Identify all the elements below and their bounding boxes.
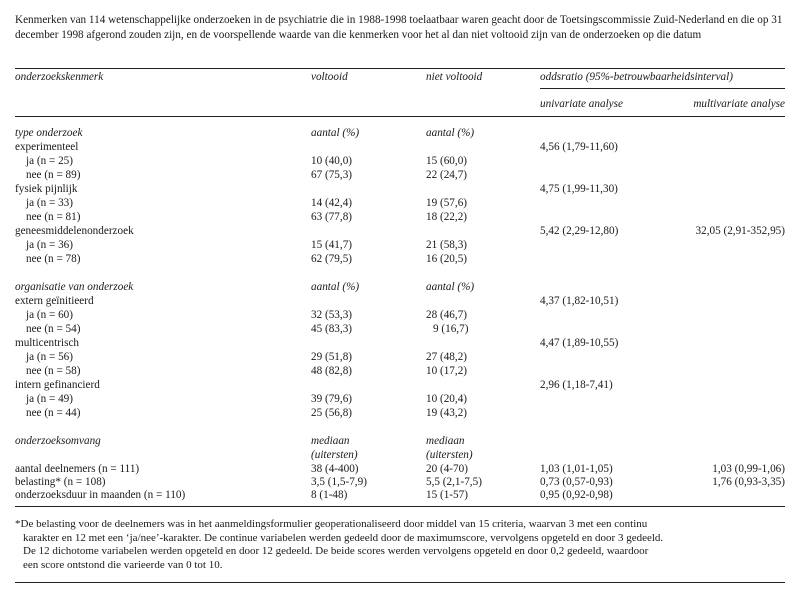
- cell-belasting-niet-voltooid: 5,5 (2,1-7,5): [426, 476, 482, 488]
- cell-geneesmiddel-nee-niet-voltooid: 16 (20,5): [426, 253, 468, 265]
- unit-niet-voltooid-omvang-a: mediaan: [426, 435, 465, 447]
- cell-deelnemers-niet-voltooid: 20 (4-70): [426, 463, 468, 475]
- row-label-multi-ja: ja (n = 56): [26, 351, 74, 363]
- header-niet-voltooid: niet voltooid: [426, 71, 483, 83]
- cell-intern-ja-voltooid: 39 (79,6): [311, 393, 353, 405]
- header-rule: [15, 116, 785, 117]
- section-title-type: type onderzoek: [15, 127, 83, 139]
- footnote-rule: [15, 506, 785, 507]
- footnote: [15, 518, 785, 572]
- cell-multi-nee-voltooid: 48 (82,8): [311, 365, 353, 377]
- header-oddsratio: oddsratio (95%-betrouwbaarheidsinterval): [540, 71, 733, 83]
- row-label-intern-nee: nee (n = 44): [26, 407, 81, 419]
- cell-extern-nee-niet-voltooid: 9 (16,7): [433, 323, 469, 335]
- or-uni-extern: 4,37 (1,82-10,51): [540, 295, 619, 307]
- cell-extern-ja-niet-voltooid: 28 (46,7): [426, 309, 468, 321]
- footnote-line-2: karakter en 12 met een ‘ja/nee’-karakter. De continue variabelen werden gedeeld door de maximumscore, vervolgens opgeteld en door 3 gedeeld.: [23, 531, 664, 544]
- unit-niet-voltooid-organisatie: aantal (%): [426, 281, 475, 293]
- row-label-experimenteel-nee: nee (n = 89): [26, 169, 81, 181]
- or-uni-intern: 2,96 (1,18-7,41): [540, 379, 613, 391]
- or-uni-multi: 4,47 (1,89-10,55): [540, 337, 619, 349]
- row-label-belasting: belasting* (n = 108): [15, 476, 106, 488]
- row-label-geneesmiddel-nee: nee (n = 78): [26, 253, 81, 265]
- row-label-pijnlijk: fysiek pijnlijk: [15, 183, 78, 195]
- unit-niet-voltooid-omvang-b: (uitersten): [426, 449, 473, 461]
- subheader-rule: [540, 88, 785, 89]
- cell-multi-ja-niet-voltooid: 27 (48,2): [426, 351, 468, 363]
- or-uni-duur: 0,95 (0,92-0,98): [540, 489, 613, 501]
- row-label-extern-nee: nee (n = 54): [26, 323, 81, 335]
- cell-experimenteel-nee-voltooid: 67 (75,3): [311, 169, 353, 181]
- cell-experimenteel-nee-niet-voltooid: 22 (24,7): [426, 169, 468, 181]
- cell-pijnlijk-nee-voltooid: 63 (77,8): [311, 211, 353, 223]
- cell-intern-nee-niet-voltooid: 19 (43,2): [426, 407, 468, 419]
- unit-voltooid-omvang-a: mediaan: [311, 435, 350, 447]
- footnote-line-1: *De belasting voor de deelnemers was in het aanmeldingsformulier geoperationaliseerd door middel van 15 criteria, waarvan 3 met een continu: [15, 518, 648, 530]
- cell-intern-ja-niet-voltooid: 10 (20,4): [426, 393, 468, 405]
- cell-multi-ja-voltooid: 29 (51,8): [311, 351, 353, 363]
- cell-duur-voltooid: 8 (1-48): [311, 489, 348, 501]
- unit-voltooid-type: aantal (%): [311, 127, 360, 139]
- footnote-line-3: De 12 dichotome variabelen werden opgeteld en door 12 gedeeld. De beide scores werden vervolgens opgeteld en door 0,2 gedeeld, waardoor: [23, 545, 649, 558]
- cell-intern-nee-voltooid: 25 (56,8): [311, 407, 353, 419]
- cell-duur-niet-voltooid: 15 (1-57): [426, 489, 468, 501]
- table-caption: Kenmerken van 114 wetenschappelijke onderzoeken in de psychiatrie die in 1988-1998 toelaatbaar waren geacht door de Toetsingscommissie Zuid-Nederland en die op 31 december 1998 afgerond zouden zijn, en de voorspellende waarde van die kenmerken voor het al dan niet voltooid zijn van de onderzoeken op die datum: [15, 14, 783, 41]
- row-label-extern: extern geïnitieerd: [15, 295, 94, 307]
- row-label-deelnemers: aantal deelnemers (n = 111): [15, 463, 140, 475]
- header-onderzoekskenmerk: onderzoekskenmerk: [15, 71, 104, 83]
- cell-deelnemers-voltooid: 38 (4-400): [311, 463, 359, 475]
- header-multivariate: multivariate analyse: [693, 98, 785, 110]
- row-label-geneesmiddel: geneesmiddelenonderzoek: [15, 225, 134, 237]
- unit-voltooid-organisatie: aantal (%): [311, 281, 360, 293]
- footnote-line-4: een score ontstond die varieerde van 0 tot 10.: [23, 558, 223, 571]
- cell-geneesmiddel-ja-voltooid: 15 (41,7): [311, 239, 353, 251]
- cell-pijnlijk-nee-niet-voltooid: 18 (22,2): [426, 211, 468, 223]
- cell-geneesmiddel-ja-niet-voltooid: 21 (58,3): [426, 239, 468, 251]
- or-uni-experimenteel: 4,56 (1,79-11,60): [540, 141, 618, 153]
- row-label-pijnlijk-nee: nee (n = 81): [26, 211, 81, 223]
- section-title-omvang: onderzoeksomvang: [15, 435, 101, 447]
- cell-experimenteel-ja-niet-voltooid: 15 (60,0): [426, 155, 468, 167]
- row-label-multi: multicentrisch: [15, 337, 80, 349]
- cell-geneesmiddel-nee-voltooid: 62 (79,5): [311, 253, 353, 265]
- or-uni-deelnemers: 1,03 (1,01-1,05): [540, 463, 613, 475]
- unit-niet-voltooid-type: aantal (%): [426, 127, 475, 139]
- row-label-multi-nee: nee (n = 58): [26, 365, 81, 377]
- cell-pijnlijk-ja-voltooid: 14 (42,4): [311, 197, 353, 209]
- row-label-extern-ja: ja (n = 60): [26, 309, 74, 321]
- cell-pijnlijk-ja-niet-voltooid: 19 (57,6): [426, 197, 468, 209]
- or-multi-deelnemers: 1,03 (0,99-1,06): [712, 463, 785, 475]
- unit-voltooid-omvang-b: (uitersten): [311, 449, 358, 461]
- or-uni-belasting: 0,73 (0,57-0,93): [540, 476, 613, 488]
- or-multi-belasting: 1,76 (0,93-3,35): [712, 476, 785, 488]
- cell-extern-ja-voltooid: 32 (53,3): [311, 309, 353, 321]
- cell-belasting-voltooid: 3,5 (1,5-7,9): [311, 476, 367, 488]
- cell-multi-nee-niet-voltooid: 10 (17,2): [426, 365, 468, 377]
- cell-experimenteel-ja-voltooid: 10 (40,0): [311, 155, 353, 167]
- header-voltooid: voltooid: [311, 71, 348, 83]
- or-multi-geneesmiddel: 32,05 (2,91-352,95): [695, 225, 785, 237]
- top-rule: [15, 68, 785, 69]
- or-uni-pijnlijk: 4,75 (1,99-11,30): [540, 183, 618, 195]
- header-univariate: univariate analyse: [540, 98, 623, 110]
- row-label-duur: onderzoeksduur in maanden (n = 110): [15, 489, 186, 501]
- row-label-geneesmiddel-ja: ja (n = 36): [26, 239, 74, 251]
- row-label-experimenteel-ja: ja (n = 25): [26, 155, 74, 167]
- row-label-intern-ja: ja (n = 49): [26, 393, 74, 405]
- row-label-intern: intern gefinancierd: [15, 379, 100, 391]
- section-title-organisatie: organisatie van onderzoek: [15, 281, 134, 293]
- row-label-pijnlijk-ja: ja (n = 33): [26, 197, 74, 209]
- row-label-experimenteel: experimenteel: [15, 141, 79, 153]
- or-uni-geneesmiddel: 5,42 (2,29-12,80): [540, 225, 619, 237]
- bottom-rule: [15, 582, 785, 583]
- cell-extern-nee-voltooid: 45 (83,3): [311, 323, 353, 335]
